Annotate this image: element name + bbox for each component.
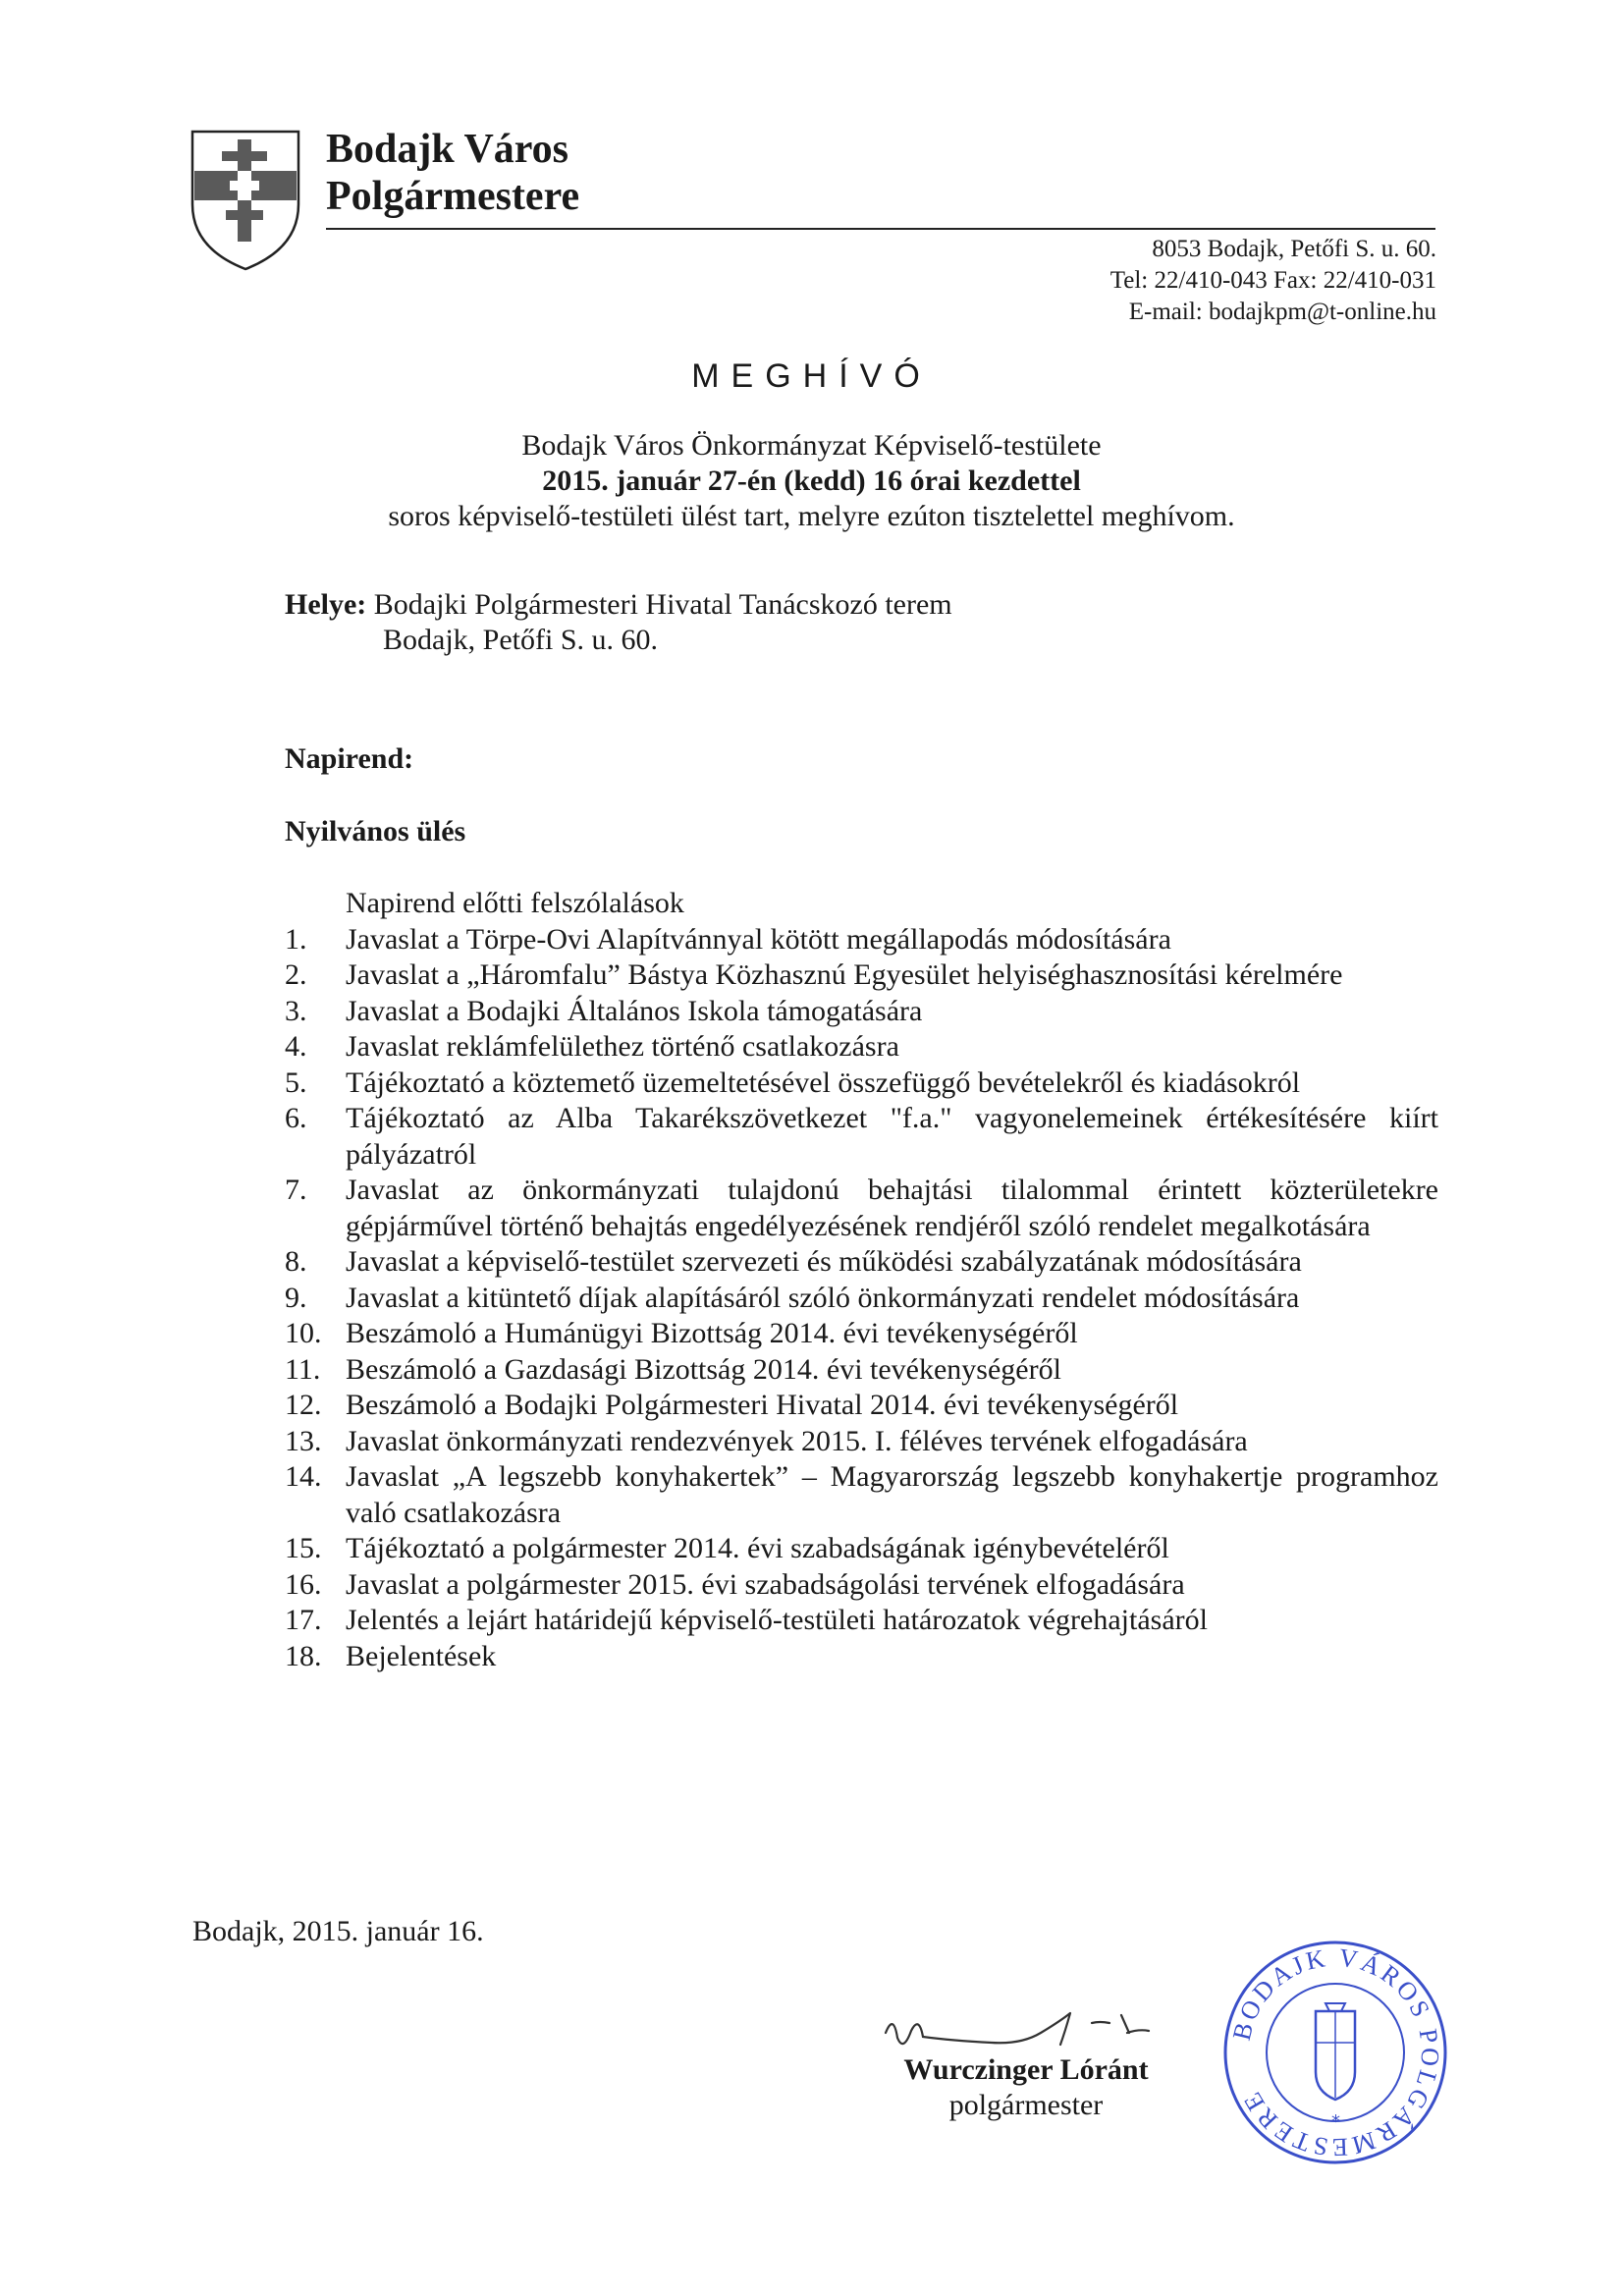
agenda-item-text: Bejelentések [346, 1639, 497, 1672]
signer-block [864, 2052, 1188, 2123]
session-heading: Nyilvános ülés [285, 815, 466, 847]
agenda-item-number: 15. [285, 1532, 322, 1564]
meeting-datetime: 2015. január 27-én (kedd) 16 órai kezdettel [542, 465, 1081, 497]
agenda-item-text: Javaslat reklámfelülethez történő csatlakozásra [346, 1030, 899, 1063]
agenda-item [285, 994, 1438, 1030]
agenda-items [285, 922, 1438, 1675]
agenda-item-number: 1. [285, 922, 307, 956]
agenda-item-number: 3. [285, 994, 307, 1027]
agenda-item [285, 1244, 1438, 1281]
email-line: E-mail: bodajkpm@t-online.hu [1128, 299, 1436, 325]
agenda-item [285, 957, 1438, 994]
agenda-item-number: 9. [285, 1281, 307, 1314]
agenda-item-number: 7. [285, 1174, 307, 1206]
agenda-item [285, 1066, 1438, 1102]
letterhead-rule [326, 228, 1435, 230]
agenda-item-text: Javaslat „A legszebb konyhakertek” – Magyarország legszebb konyhakertje programhoz való csatlakozásra [346, 1460, 1438, 1529]
address-line: 8053 Bodajk, Petőfi S. u. 60. [1152, 236, 1436, 262]
svg-text:*: * [1331, 2111, 1340, 2132]
agenda-item-text: Javaslat a Bodajki Általános Iskola támogatására [346, 994, 923, 1027]
meeting-place [285, 587, 952, 658]
place-line-2: Bodajk, Petőfi S. u. 60. [383, 624, 659, 656]
agenda-list [285, 886, 1438, 1674]
phone-fax-line: Tel: 22/410-043 Fax: 22/410-031 [1109, 267, 1436, 294]
org-name: Bodajk Város [326, 127, 569, 172]
place-label: Helye: [285, 588, 367, 621]
agenda-item-number: 11. [285, 1352, 321, 1386]
agenda-item [285, 1567, 1438, 1604]
agenda-item-number: 12. [285, 1389, 322, 1421]
agenda-item [285, 1316, 1438, 1352]
agenda-item-text: Javaslat a polgármester 2015. évi szabadságolási tervének elfogadására [346, 1567, 1185, 1601]
agenda-item-text: Javaslat a „Háromfalu” Bástya Közhasznú Egyesület helyiséghasznosítási kérelmére [346, 958, 1343, 991]
agenda-item [285, 1388, 1438, 1424]
agenda-item-number: 8. [285, 1245, 307, 1278]
letterhead-title [326, 126, 579, 220]
agenda-pre-item: Napirend előtti felszólalások [346, 887, 684, 919]
agenda-item-text: Javaslat a Törpe-Ovi Alapítvánnyal kötött megállapodás módosítására [346, 922, 1171, 956]
agenda-item [285, 1352, 1438, 1389]
place-line-1: Bodajki Polgármesteri Hivatal Tanácskozó terem [373, 588, 952, 621]
agenda-item-number: 4. [285, 1030, 307, 1063]
document-title: MEGHÍVÓ [691, 357, 932, 395]
agenda-item-text: Beszámoló a Gazdasági Bizottság 2014. évi tevékenységéről [346, 1352, 1061, 1386]
agenda-item-text: Beszámoló a Bodajki Polgármesteri Hivatal 2014. évi tevékenységéről [346, 1389, 1179, 1421]
agenda-item-text: Jelentés a lejárt határidejű képviselő-testületi határozatok végrehajtásáról [346, 1604, 1208, 1636]
signer-name: Wurczinger Lóránt [903, 2053, 1149, 2086]
agenda-item [285, 922, 1438, 958]
stamp-text: BODAJK VÁROS POLGÁRMESTERE [1226, 1942, 1445, 2162]
agenda-item-text: Beszámoló a Humánügyi Bizottság 2014. évi tevékenységéről [346, 1317, 1078, 1349]
agenda-heading: Napirend: [285, 742, 414, 775]
agenda-item-text: Tájékoztató a köztemető üzemeltetésével összefüggő bevételekről és kiadásokról [346, 1066, 1301, 1099]
agenda-item-number: 18. [285, 1639, 322, 1672]
agenda-item [285, 1603, 1438, 1639]
agenda-item [285, 1173, 1438, 1244]
agenda-item [285, 1459, 1438, 1531]
agenda-item [285, 1029, 1438, 1066]
agenda-item-number: 5. [285, 1066, 307, 1099]
agenda-item [285, 1424, 1438, 1460]
agenda-item-number: 16. [285, 1567, 322, 1601]
agenda-item [285, 1281, 1438, 1317]
agenda-item-number: 6. [285, 1102, 307, 1134]
agenda-item-text: Javaslat önkormányzati rendezvények 2015. I. féléves tervének elfogadására [346, 1424, 1248, 1457]
invitation-intro [0, 428, 1623, 534]
agenda-item-text: Tájékoztató az Alba Takarékszövetkezet "f.a." vagyonelemeinek értékesítésére kiírt pályázatról [346, 1102, 1438, 1171]
agenda-item-number: 17. [285, 1604, 322, 1636]
agenda-item-text: Javaslat a kitüntető díjak alapításáról szóló önkormányzati rendelet módosítására [346, 1281, 1300, 1314]
document-date: Bodajk, 2015. január 16. [192, 1915, 484, 1947]
org-office: Polgármestere [326, 174, 580, 219]
agenda-item-number: 13. [285, 1424, 322, 1457]
agenda-item [285, 1101, 1438, 1173]
signer-title: polgármester [948, 2089, 1104, 2121]
intro-line-1: Bodajk Város Önkormányzat Képviselő-testülete [521, 429, 1102, 462]
official-stamp [1217, 1935, 1453, 2170]
intro-line-3: soros képviselő-testületi ülést tart, melyre ezúton tisztelettel meghívom. [388, 500, 1235, 532]
agenda-item-text: Javaslat az önkormányzati tulajdonú behajtási tilalommal érintett közterületekre gépjárművel történő behajtás engedélyezésének rendjéről szóló rendelet megalkotására [346, 1174, 1438, 1242]
agenda-item [285, 1531, 1438, 1567]
agenda-item-text: Tájékoztató a polgármester 2014. évi szabadságának igénybevételéről [346, 1532, 1169, 1564]
agenda-item-text: Javaslat a képviselő-testület szervezeti és működési szabályzatának módosítására [346, 1245, 1302, 1278]
agenda-item-number: 10. [285, 1317, 322, 1349]
agenda-item [285, 1639, 1438, 1675]
agenda-item-number: 2. [285, 958, 307, 991]
contact-block [1110, 234, 1436, 328]
coat-of-arms-icon [187, 126, 304, 273]
agenda-item-number: 14. [285, 1460, 322, 1493]
